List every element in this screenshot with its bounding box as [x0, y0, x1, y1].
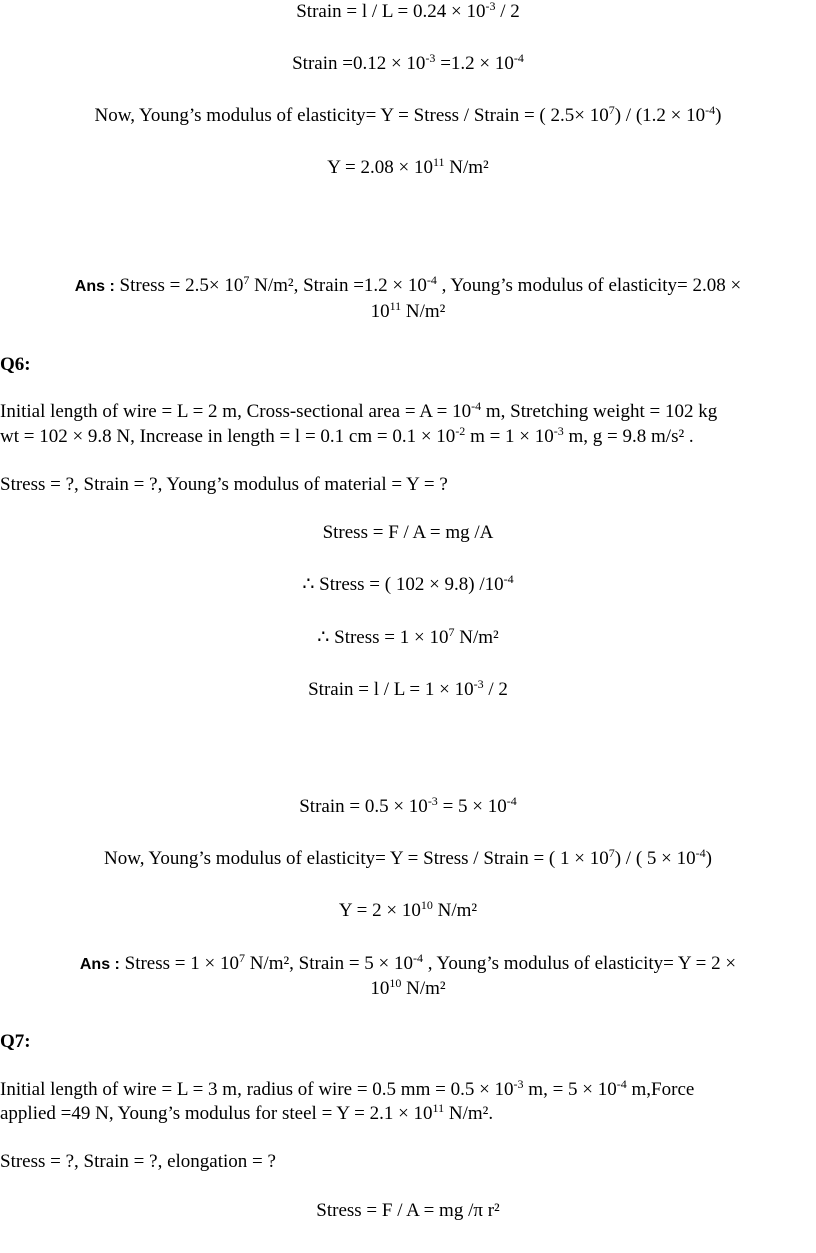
text: N/m², Strain = 5 × 10	[244, 953, 413, 974]
text: m = 1 × 10	[465, 426, 554, 447]
text: m,Force	[626, 1079, 695, 1100]
exponent: 11	[432, 1101, 445, 1115]
answer-line-2-cont	[0, 978, 816, 1000]
text: ∴ Stress = 1 × 10	[317, 627, 449, 648]
q7-stress-formula: Stress = F / A = mg /π r²	[316, 1200, 500, 1221]
text: Strain = l / L = 0.24 × 10	[296, 1, 486, 22]
exponent: -4	[705, 103, 716, 117]
exponent: 7	[608, 846, 615, 860]
answer-line-2	[0, 953, 816, 976]
q6-given-line-2	[0, 426, 816, 448]
exponent: -3	[425, 51, 436, 65]
text: ∴ Stress = ( 102 × 9.8) /10	[302, 574, 504, 595]
text: , Young’s modulus of elasticity= 2.08 ×	[436, 275, 742, 296]
text: 10	[370, 978, 390, 999]
answer-line-1	[0, 275, 816, 298]
answer-label: Ans :	[74, 278, 115, 295]
exponent: -4	[513, 51, 524, 65]
exponent: -3	[427, 794, 438, 808]
text: , Young’s modulus of elasticity= Y = 2 ×	[423, 953, 737, 974]
exponent: 10	[420, 898, 433, 912]
q6-strain-result	[0, 796, 816, 818]
text: =1.2 × 10	[435, 53, 514, 74]
exponent: -4	[426, 273, 437, 287]
text: ) / (1.2 × 10	[614, 105, 706, 126]
q6-youngs-modulus-result	[0, 900, 816, 922]
text: Initial length of wire = L = 2 m, Cross-sectional area = A = 10	[0, 401, 472, 422]
text: Y = 2 × 10	[338, 900, 421, 921]
text: Now, Young’s modulus of elasticity= Y = Stress / Strain = ( 1 × 10	[104, 848, 609, 869]
question-heading-q6: Q6:	[0, 354, 31, 375]
exponent: -4	[413, 951, 423, 965]
text: m, g = 9.8 m/s² .	[563, 426, 694, 447]
exponent: 10	[389, 976, 402, 990]
q6-stress-formula: Stress = F / A = mg /A	[322, 522, 494, 543]
text: N/m².	[444, 1103, 494, 1124]
q7-given-line-1	[0, 1079, 816, 1101]
text: )	[715, 105, 722, 126]
exponent: 7	[238, 951, 245, 965]
exponent: -3	[485, 0, 496, 13]
text: / 2	[495, 1, 520, 22]
exponent: -4	[616, 1077, 627, 1091]
exponent: 7	[608, 103, 615, 117]
text: N/m²	[401, 301, 446, 322]
q6-given-line-1	[0, 401, 816, 423]
exponent: 7	[243, 273, 250, 287]
text: Strain = 0.5 × 10	[299, 796, 428, 817]
question-heading-q7: Q7:	[0, 1031, 31, 1052]
text: N/m²	[444, 157, 489, 178]
text: Now, Young’s modulus of elasticity= Y = Stress / Strain = ( 2.5× 10	[94, 105, 609, 126]
exponent: -3	[513, 1077, 524, 1091]
exponent: 11	[432, 155, 445, 169]
text: / 2	[483, 679, 508, 700]
text: Initial length of wire = L = 3 m, radius of wire = 0.5 mm = 0.5 × 10	[0, 1079, 514, 1100]
answer-line-1-cont	[0, 301, 816, 323]
text: Stress = 2.5× 10	[114, 275, 244, 296]
exponent: 7	[448, 625, 455, 639]
exponent: -3	[553, 424, 564, 438]
exponent: -4	[695, 846, 706, 860]
q6-find-line: Stress = ?, Strain = ?, Young’s modulus of material = Y = ?	[0, 474, 448, 495]
text: m, = 5 × 10	[523, 1079, 617, 1100]
text: Strain =0.12 × 10	[292, 53, 426, 74]
exponent: -4	[503, 572, 514, 586]
exponent: -4	[506, 794, 517, 808]
youngs-modulus-line	[0, 105, 816, 127]
text: 10	[370, 301, 390, 322]
exponent: 11	[389, 299, 402, 313]
exponent: -2	[455, 424, 466, 438]
text: Stress = 1 × 10	[119, 953, 239, 974]
text: N/m²	[401, 978, 446, 999]
text: )	[705, 848, 712, 869]
answer-label: Ans :	[79, 956, 120, 973]
exponent: -3	[473, 677, 484, 691]
text: N/m², Strain =1.2 × 10	[249, 275, 427, 296]
text: N/m²	[454, 627, 499, 648]
text: Strain = l / L = 1 × 10	[308, 679, 474, 700]
text: ) / ( 5 × 10	[614, 848, 696, 869]
q7-find-line: Stress = ?, Strain = ?, elongation = ?	[0, 1151, 276, 1172]
youngs-modulus-result	[0, 157, 816, 179]
q6-stress-result	[0, 627, 816, 649]
q6-strain-formula	[0, 679, 816, 701]
strain-formula-line	[0, 1, 816, 23]
exponent: -4	[471, 399, 482, 413]
text: wt = 102 × 9.8 N, Increase in length = l = 0.1 cm = 0.1 × 10	[0, 426, 456, 447]
text: m, Stretching weight = 102 kg	[481, 401, 718, 422]
text: = 5 × 10	[437, 796, 507, 817]
text: applied =49 N, Young’s modulus for steel = Y = 2.1 × 10	[0, 1103, 433, 1124]
text: N/m²	[432, 900, 478, 921]
q6-stress-substitution	[0, 574, 816, 596]
strain-value-line	[0, 53, 816, 75]
text: Y = 2.08 × 10	[327, 157, 433, 178]
q7-given-line-2	[0, 1103, 816, 1125]
q6-youngs-modulus-line	[0, 848, 816, 870]
